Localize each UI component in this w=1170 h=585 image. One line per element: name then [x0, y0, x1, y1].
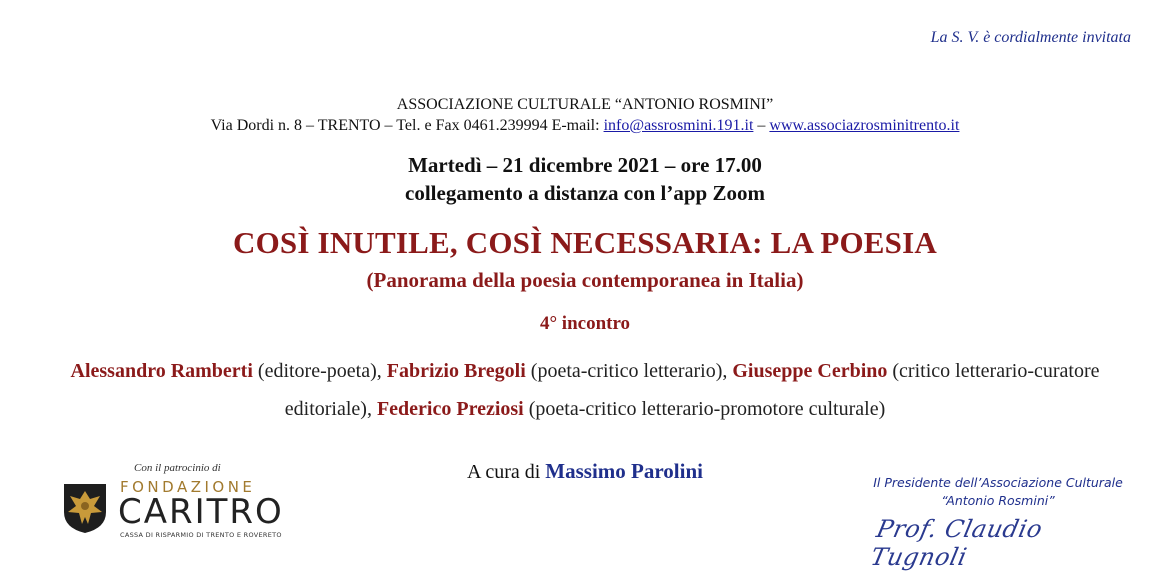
event-mode: collegamento a distanza con l’app Zoom: [405, 181, 765, 205]
speaker-role: (editore-poeta),: [252, 360, 387, 382]
speaker-name: Alessandro Ramberti: [70, 360, 253, 382]
president-signature: Prof. Claudio Tugnoli: [868, 515, 1046, 571]
eagle-shield-icon: [62, 482, 108, 534]
speaker-role: (critico letterario-curatore editoriale),: [284, 360, 1100, 420]
organization-name: ASSOCIAZIONE CULTURALE “ANTONIO ROSMINI”: [396, 96, 774, 113]
bank-label: CASSA DI RISPARMIO DI TRENTO E ROVERETO: [120, 531, 282, 539]
speaker-role: (poeta-critico letterario),: [525, 360, 733, 382]
curator-name: Massimo Parolini: [545, 459, 703, 483]
caritro-logo: [58, 462, 308, 552]
speakers-list: [50, 352, 1120, 428]
meeting-number: 4° incontro: [539, 313, 631, 334]
invitation-note: La S. V. è cordialmente invitata: [930, 29, 1131, 46]
event-datetime: [0, 151, 1170, 207]
website-link[interactable]: www.associazrosminitrento.it: [769, 117, 960, 134]
event-subtitle: (Panorama della poesia contemporanea in Italia): [366, 268, 804, 292]
event-date: Martedì – 21 dicembre 2021 – ore 17.00: [408, 153, 762, 177]
patronage-label: Con il patrocinio di: [134, 462, 221, 474]
speaker-name: Fabrizio Bregoli: [386, 360, 526, 382]
address-separator: –: [753, 117, 770, 134]
caritro-wordmark: CARITRO: [118, 492, 284, 532]
president-block: [868, 474, 1128, 510]
speaker-name: Giuseppe Cerbino: [732, 360, 888, 382]
address-text: Via Dordi n. 8 – TRENTO – Tel. e Fax 0461.239994 E-mail:: [210, 117, 604, 134]
association-name: “Antonio Rosmini”: [941, 493, 1055, 508]
speaker-role: (poeta-critico letterario-promotore culturale): [523, 398, 886, 420]
president-title: Il Presidente dell’Associazione Culturale: [873, 475, 1123, 490]
foundation-label: FONDAZIONE: [120, 478, 256, 496]
speaker-name: Federico Preziosi: [376, 398, 524, 420]
event-title: COSÌ INUTILE, COSÌ NECESSARIA: LA POESIA: [233, 225, 937, 260]
organization-address: [0, 117, 1170, 135]
curator-prefix: A cura di: [466, 461, 546, 483]
email-link[interactable]: info@assrosmini.191.it: [603, 117, 754, 134]
